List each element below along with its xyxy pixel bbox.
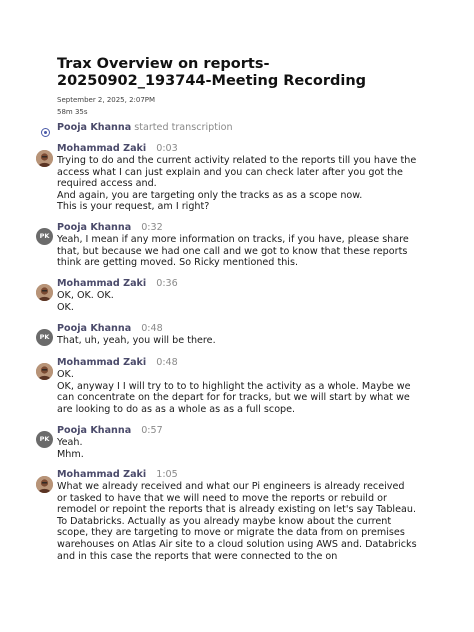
avatar-mohammad-zaki	[36, 150, 53, 167]
record-icon	[41, 128, 50, 137]
message-line: To Databricks. Actually as you already maybe know about the current scope, they are targeting to move or migrate the data from on premises warehouses on Atlas Air site to a cloud solution using AWS and. Databricks and in this case the reports that were connected to the on	[57, 515, 417, 562]
message-line: OK, OK. OK.	[57, 290, 114, 301]
message-line: That, uh, yeah, you will be there.	[57, 335, 216, 346]
timestamp: 0:03	[156, 143, 178, 154]
message-line: This is your request, am I right?	[57, 201, 210, 213]
transcript-entry	[57, 425, 417, 460]
message-body	[57, 369, 417, 415]
speaker-name: Mohammad Zaki	[57, 357, 147, 368]
speaker-name: Mohammad Zaki	[57, 143, 147, 154]
transcript-entry	[57, 143, 417, 213]
speaker-name: Pooja Khanna	[57, 323, 132, 334]
message-line: Yeah.	[57, 437, 83, 448]
message-line: What we already received and what our Pi engineers is already received or tasked to have that we will need to move the reports or rebuild or remodel or repoint the reports that is already existing on let's say Tableau.	[57, 481, 416, 516]
message-body	[57, 234, 417, 269]
message-body	[57, 481, 417, 562]
avatar-mohammad-zaki	[36, 363, 53, 380]
page-title: Trax Overview on reports-20250902_193744-Meeting Recording	[57, 56, 367, 89]
timestamp: 1:05	[156, 469, 178, 480]
message-body	[57, 335, 417, 347]
avatar-mohammad-zaki	[36, 284, 53, 301]
avatar-mohammad-zaki	[36, 476, 53, 493]
event-action: started transcription	[134, 122, 233, 133]
transcript-header	[57, 56, 417, 116]
speaker-name: Mohammad Zaki	[57, 469, 147, 480]
message-body	[57, 290, 417, 313]
meeting-date: September 2, 2025, 2:07PM	[57, 96, 156, 104]
message-body	[57, 437, 417, 460]
message-line: Mhm.	[57, 448, 84, 460]
timestamp: 0:36	[156, 278, 178, 289]
timestamp: 0:48	[141, 323, 163, 334]
message-line: OK.	[57, 369, 74, 380]
speaker-name: Pooja Khanna	[57, 425, 132, 436]
speaker-name: Pooja Khanna	[57, 222, 132, 233]
transcription-event	[57, 122, 233, 133]
meeting-duration: 58m 35s	[57, 108, 88, 116]
timestamp: 0:57	[141, 425, 163, 436]
message-line: Trying to do and the current activity related to the reports till you have the access what I can just explain and you can check later after you got the required access and.	[57, 155, 417, 190]
message-body	[57, 155, 417, 213]
transcript-entry	[57, 469, 417, 562]
speaker-name: Mohammad Zaki	[57, 278, 147, 289]
message-line: Yeah, I mean if any more information on tracks, if you have, please share that, but because we had one call and we got to know that these reports think are getting moved. So Ricky mentioned this.	[57, 234, 409, 269]
message-line: OK.	[57, 301, 74, 313]
message-line: OK, anyway I I will try to to to highlight the activity as a whole. Maybe we can concentrate on the depart for for tracks, but we will start by what we are looking to do as as a whole as as a full scope.	[57, 380, 411, 415]
transcript-entry	[57, 278, 417, 313]
message-line: And again, you are targeting only the tracks as as a scope now.	[57, 189, 363, 201]
transcript-entry	[57, 357, 417, 415]
person-photo-icon	[36, 476, 53, 493]
person-photo-icon	[36, 284, 53, 301]
avatar-pooja-khanna: PK	[36, 431, 53, 448]
person-photo-icon	[36, 363, 53, 380]
timestamp: 0:32	[141, 222, 163, 233]
transcript-entry	[57, 323, 417, 347]
avatar-pooja-khanna: PK	[36, 329, 53, 346]
timestamp: 0:48	[156, 357, 178, 368]
transcript-entry	[57, 222, 417, 269]
person-photo-icon	[36, 150, 53, 167]
event-speaker: Pooja Khanna	[57, 122, 132, 133]
avatar-pooja-khanna: PK	[36, 228, 53, 245]
